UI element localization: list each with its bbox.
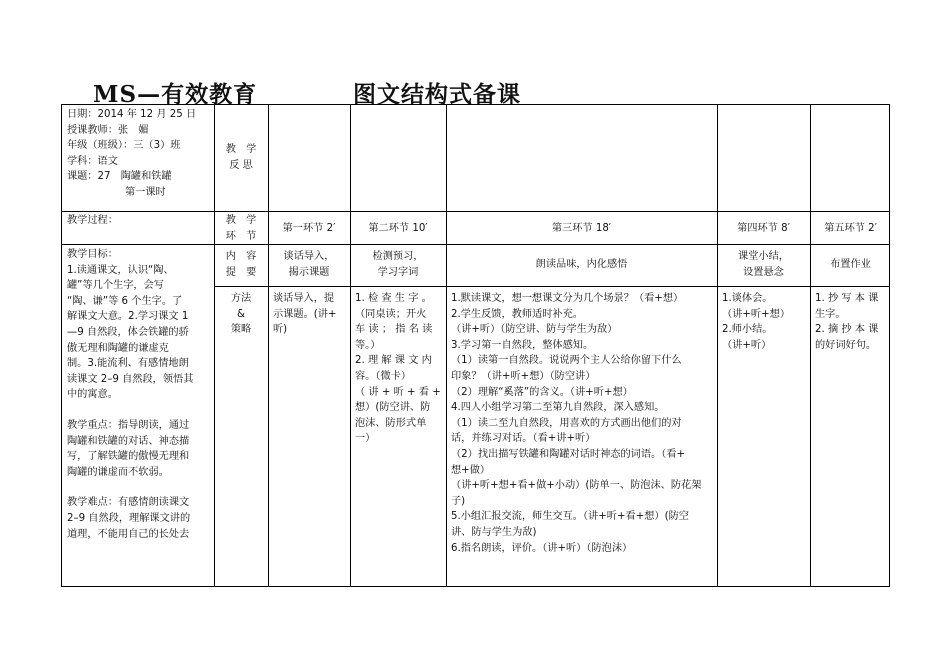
method-label: 方法 & 策略 [230,293,252,336]
content-stage-3: 朗读品味，内化感悟 [535,259,628,270]
goal-block: 教学目标： 1.读通课文，认识“陶、 罐”等几个生字，会写 “陶、谦”等 6 个生字。了 解课文大意。2.学习课文 1 —9 自然段，体会铁罐的骄 傲无理和陶罐的谦虚克 制。3.能流利、有感情地朗 读课文 2–9 自然段，领悟其 中的寓意。 [67,249,194,401]
header-right-title: 图文结构式备课 [353,81,521,108]
key-points-block: 教学重点：指导朗读，通过 陶罐和铁罐的对话、神态描 写，了解铁罐的傲慢无理和 陶罐的谦虚而不软弱。 [67,419,190,478]
info-teacher: 授课教师：张 媚 [67,124,149,136]
info-period: 第一课时 [125,186,166,198]
info-topic: 课题：27 陶罐和铁罐 [67,171,172,183]
method-stage-5: 1. 抄 写 本 课 生字。 2. 摘 抄 本 课 的好词好句。 [815,293,879,351]
stage-3: 第三环节 18′ [551,223,612,234]
info-date: 日期：2014 年 12 月 25 日 [67,109,197,120]
rule-col-2 [268,105,269,587]
content-stage-1: 谈话导入， 揭示课题 [283,251,335,278]
difficulty-block: 教学难点：有感情朗读课文 2–9 自然段，理解课文讲的 道理，不能用自己的长处去 [67,497,191,540]
stage-4: 第四环节 8′ [737,223,790,234]
link-label: 教 学 环 节 [225,215,257,242]
method-stage-2: 1. 检 查 生 字 。 （同桌读；开火 车 读 ； 指 名 读 等。） 2. 理 解 课 文 内 容。（微卡） （ 讲 + 听 + 看 + 想）(防空讲、防 泡沫、防形式单 一） [355,293,441,445]
rule-col-1 [214,105,215,587]
stage-5: 第五环节 2′ [824,223,877,234]
header-left-title: MS—有效教育 [93,81,258,108]
content-stage-4: 课堂小结， 设置悬念 [738,251,789,278]
reflection-label: 教 学 反 思 [225,144,257,171]
content-stage-2: 检测预习， 学习字词 [372,251,424,278]
info-subject: 学科：语文 [67,155,118,167]
rule-row-2 [62,244,890,245]
stage-1: 第一环节 2′ [282,223,336,234]
teaching-objectives [67,247,213,542]
lesson-info [67,107,212,201]
info-grade: 年级（班级）：三（3）班 [67,140,181,152]
rule-row-3 [214,286,890,287]
rule-row-1 [62,211,890,212]
rule-col-5 [717,105,718,587]
lesson-plan-table [61,104,890,587]
rule-col-4 [446,105,447,587]
rule-col-6 [810,105,811,587]
stage-2: 第二环节 10′ [368,223,428,234]
rule-col-3 [350,105,351,587]
method-stage-4: 1.谈体会。 （讲+听+想） 2.师小结。 （讲+听） [722,293,791,351]
method-stage-3: 1.默读课文，想一想课文分为几个场景？（看+想） 2.学生反馈，教师适时补充。 （讲+听）（防空讲、防与学生为敌） 3.学习第一自然段，整体感知。 （1）读第一自然段。说说两个主人公给你留下什么 印象？（讲+听+想）（防空讲） （2）理解“奚落”的含义。（讲+听+想） 4.四人小组学习第二至第九自然段，深入感知。 （1）读二至九自然段，用喜欢的方式画出他们的对 话，并练习对话。（看+讲+听） （2）找出描写铁罐和陶罐对话时神态的词语。（看+ 想+做） （讲+听+想+看+做+小动）(防单一、防泡沫、防花架 子) 5.小组汇报交流，师生交互。（讲+听+看+想）(防空 讲、防与学生为敌) 6.指名朗读，评价。（讲+听）（防泡沫） [451,293,702,554]
content-stage-5: 布置作业 [830,259,871,270]
process-label: 教学过程： [67,215,118,226]
content-label: 内 容 提 要 [225,251,257,278]
method-stage-1: 谈话导入，提 示课题。(讲+ 听) [273,293,337,336]
